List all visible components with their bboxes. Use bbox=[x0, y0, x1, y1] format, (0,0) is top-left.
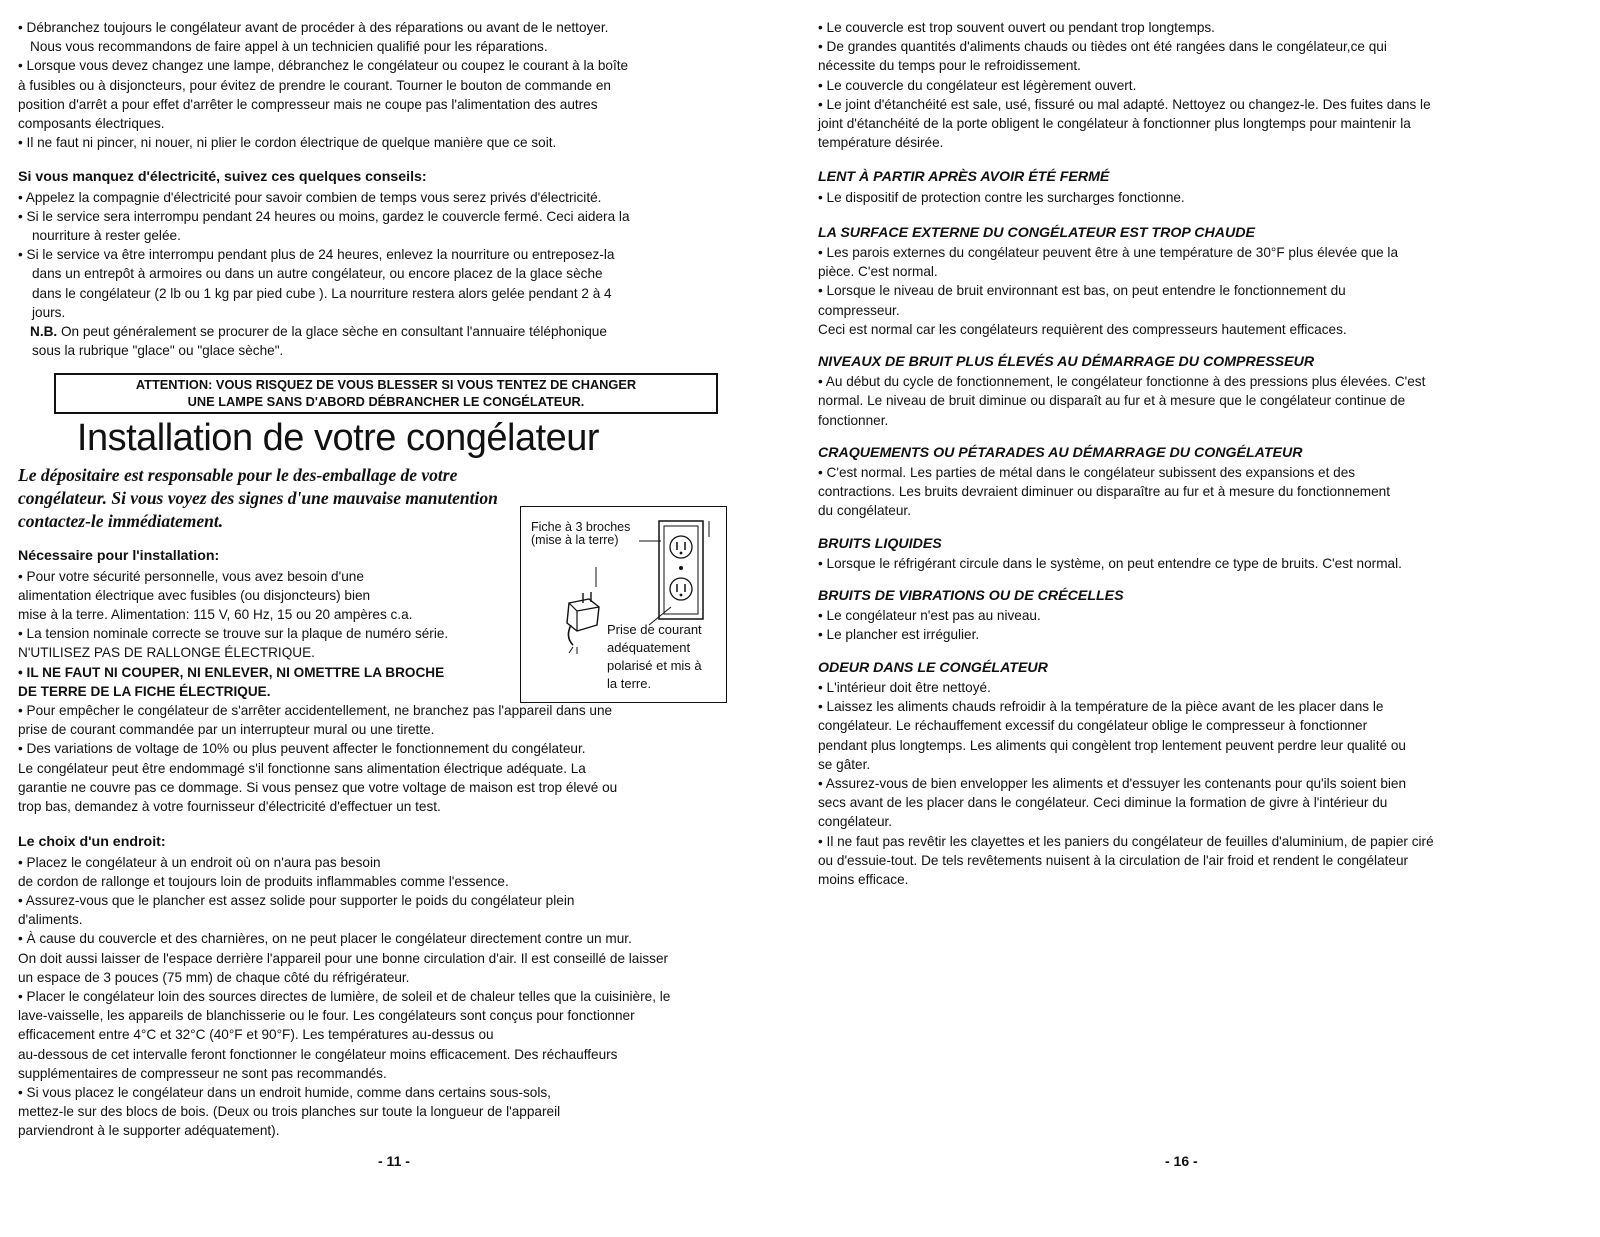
section-hot-surface bbox=[818, 224, 1548, 339]
text-line: • Assurez-vous que le plancher est assez solide pour supporter le poids du congélateur plein bbox=[18, 892, 575, 908]
text-line: ou d'essuie-tout. De tels revêtements nuisent à la circulation de l'air froid et rendent le congélateur bbox=[818, 852, 1409, 868]
text-line: • C'est normal. Les parties de métal dans le congélateur subissent des expansions et des bbox=[818, 465, 1356, 481]
text-line: • L'intérieur doit être nettoyé. bbox=[818, 679, 991, 695]
text-line: d'aliments. bbox=[18, 912, 83, 928]
warning-box bbox=[54, 373, 718, 414]
text-line: garantie ne couvre pas ce dommage. Si vous pensez que votre voltage de maison est trop élevé ou bbox=[18, 779, 618, 795]
text-line: • De grandes quantités d'aliments chauds ou tièdes ont été rangées dans le congélateur,ce qui bbox=[818, 39, 1387, 55]
nb-label: N.B. bbox=[30, 324, 58, 340]
plug-label-line: (mise à la terre) bbox=[531, 533, 619, 547]
text-line: normal. Le niveau de bruit diminue ou disparaît au fur et à mesure que le congélateur continue de bbox=[818, 393, 1406, 409]
outlet-label-line: polarisé et mis à bbox=[607, 658, 702, 673]
section-cracking bbox=[818, 444, 1548, 521]
text-line: • Le congélateur n'est pas au niveau. bbox=[818, 608, 1041, 624]
text-line: • Des variations de voltage de 10% ou plus peuvent affecter le fonctionnement du congélateur. bbox=[18, 741, 586, 757]
text-line: trop bas, demandez à votre fournisseur d'électricité d'effectuer un test. bbox=[18, 799, 441, 815]
text-line: alimentation électrique avec fusibles (ou disjoncteurs) bien bbox=[18, 587, 371, 603]
text-line: • Débranchez toujours le congélateur avant de procéder à des réparations ou avant de le nettoyer. bbox=[18, 20, 609, 35]
outlet-label-line: la terre. bbox=[607, 676, 652, 691]
text-line: joint d'étanchéité de la porte obligent le congélateur à fonctionner plus longtemps pour maintenir la bbox=[818, 116, 1411, 132]
outlet-figure bbox=[520, 506, 727, 703]
text-line: parviendront à le supporter adéquatement). bbox=[18, 1123, 280, 1139]
text-line: position d'arrêt a pour effet d'arrêter le compresseur mais ne coupe pas l'alimentation des autres bbox=[18, 96, 598, 112]
outlet-label bbox=[607, 621, 702, 693]
text-line: nécessite du temps pour le refroidissement. bbox=[818, 58, 1081, 74]
text-line: • Si vous placez le congélateur dans un endroit humide, comme dans certains sous-sols, bbox=[18, 1084, 551, 1100]
section-title: LENT À PARTIR APRÈS AVOIR ÉTÉ FERMÉ bbox=[818, 169, 1110, 186]
text-line: • Le couvercle du congélateur est légèrement ouvert. bbox=[818, 77, 1137, 93]
text-line: se gâter. bbox=[818, 756, 871, 772]
plug-label-line: Fiche à 3 broches bbox=[531, 520, 631, 534]
text-line: Nous vous recommandons de faire appel à un technicien qualifié pour les réparations. bbox=[30, 39, 548, 55]
text-line: fonctionner. bbox=[818, 412, 889, 428]
text-line: mise à la terre. Alimentation: 115 V, 60 Hz, 15 ou 20 ampères c.a. bbox=[18, 607, 413, 623]
warning-line: UNE LAMPE SANS D'ABORD DÉBRANCHER LE CONGÉLATEUR. bbox=[187, 394, 585, 410]
text-line: sous la rubrique "glace" ou "glace sèche". bbox=[32, 343, 284, 359]
text-line: moins efficace. bbox=[818, 871, 909, 887]
text-line: • Le dispositif de protection contre les surcharges fonctionne. bbox=[818, 189, 1185, 205]
nb-text: On peut généralement se procurer de la glace sèche en consultant l'annuaire téléphonique bbox=[57, 324, 607, 340]
intro-block bbox=[818, 18, 1548, 152]
text-line: jours. bbox=[32, 304, 66, 320]
text-line: • IL NE FAUT NI COUPER, NI ENLEVER, NI OMETTRE LA BROCHE bbox=[18, 664, 445, 680]
text-line: supplémentaires de compresseur ne sont pas recommandés. bbox=[18, 1065, 387, 1081]
text-line: • Placer le congélateur loin des sources directes de lumière, de soleil et de chaleur telles que la cuisinière, le bbox=[18, 988, 671, 1004]
section-compressor-noise bbox=[818, 353, 1548, 430]
text-line: température désirée. bbox=[818, 135, 944, 151]
text-line: • Placez le congélateur à un endroit où on n'aura pas besoin bbox=[18, 854, 381, 870]
text-line: au-dessous de cet intervalle feront fonctionner le congélateur moins efficacement. Des réchauffeurs bbox=[18, 1046, 618, 1062]
outlet-label-line: Prise de courant bbox=[607, 622, 702, 637]
text-line: On doit aussi laisser de l'espace derrière l'appareil pour une bonne circulation d'air. Il est conseillé de laisser bbox=[18, 950, 669, 966]
text-line: • Lorsque le niveau de bruit environnant est bas, on peut entendre le fonctionnement du bbox=[818, 283, 1346, 299]
text-line: dans un entrepôt à armoires ou dans un autre congélateur, ou encore placez de la glace sèche bbox=[32, 266, 603, 282]
installation-title: Installation de votre congélateur bbox=[76, 417, 600, 460]
text-line: N'UTILISEZ PAS DE RALLONGE ÉLECTRIQUE. bbox=[18, 645, 315, 661]
text-line: prise de courant commandée par un interrupteur mural ou une tirette. bbox=[18, 722, 435, 738]
text-line: un espace de 3 pouces (75 mm) de chaque côté du réfrigérateur. bbox=[18, 969, 410, 985]
text-line: pièce. C'est normal. bbox=[818, 264, 938, 280]
text-line: • Le joint d'étanchéité est sale, usé, fissuré ou mal adapté. Nettoyez ou changez-le. Des fuites dans le bbox=[818, 96, 1431, 112]
section-title: CRAQUEMENTS OU PÉTARADES AU DÉMARRAGE DU CONGÉLATEUR bbox=[818, 444, 1303, 461]
installation-needed-heading: Nécessaire pour l'installation: bbox=[18, 548, 220, 565]
installation-intro: Le dépositaire est responsable pour le des-emballage de votre congélateur. Si vous voyez des signes d'une mauvaise manutention contactez-le immédiatement. bbox=[18, 465, 498, 532]
text-line: • Laissez les aliments chauds refroidir à la température de la pièce avant de les placer dans le bbox=[818, 699, 1384, 715]
text-line: à fusibles ou à disjoncteurs, pour évitez de prendre le courant. Tourner le bouton de commande en bbox=[18, 77, 611, 93]
text-line: congélateur. bbox=[818, 814, 893, 830]
text-line: • Le couvercle est trop souvent ouvert ou pendant trop longtemps. bbox=[818, 20, 1215, 35]
text-line: • Il ne faut pas revêtir les clayettes et les paniers du congélateur de feuilles d'aluminium, de papier ciré bbox=[818, 833, 1434, 849]
text-line: composants électriques. bbox=[18, 116, 165, 132]
section-title: ODEUR DANS LE CONGÉLATEUR bbox=[818, 659, 1048, 676]
text-line: • Il ne faut ni pincer, ni nouer, ni plier le cordon électrique de quelque manière que ce soit. bbox=[18, 135, 557, 151]
text-line: • Lorsque le réfrigérant circule dans le système, on peut entendre ce type de bruits. C'est normal. bbox=[818, 555, 1402, 571]
page-number-left: - 11 - bbox=[378, 1153, 410, 1169]
outlet-label-line: adéquatement bbox=[607, 640, 691, 655]
text-line: pendant plus longtemps. Les aliments qui congèlent trop lentement peuvent perdre leur qualité ou bbox=[818, 737, 1406, 753]
location-heading: Le choix d'un endroit: bbox=[18, 834, 166, 851]
text-line: DE TERRE DE LA FICHE ÉLECTRIQUE. bbox=[18, 683, 271, 699]
section-title: NIVEAUX DE BRUIT PLUS ÉLEVÉS AU DÉMARRAGE DU COMPRESSEUR bbox=[818, 354, 1315, 371]
section-slow-start bbox=[818, 168, 1548, 206]
text-line: • Au début du cycle de fonctionnement, le congélateur fonctionne à des pressions plus élevées. C'est bbox=[818, 374, 1426, 390]
text-line: • Assurez-vous de bien envelopper les aliments et d'essuyer les contenants pour qu'ils soient bien bbox=[818, 775, 1407, 791]
text-line: dans le congélateur (2 lb ou 1 kg par pied cube ). La nourriture restera alors gelée pendant 2 à 4 bbox=[32, 285, 612, 301]
warning-line: ATTENTION: VOUS RISQUEZ DE VOUS BLESSER SI VOUS TENTEZ DE CHANGER bbox=[135, 377, 637, 393]
text-line: mettez-le sur des blocs de bois. (Deux ou trois planches sur toute la longueur de l'appareil bbox=[18, 1104, 561, 1120]
location-list bbox=[18, 853, 778, 1141]
power-outage-heading: Si vous manquez d'électricité, suivez ces quelques conseils: bbox=[18, 169, 427, 186]
text-line: Ceci est normal car les congélateurs requièrent des compresseurs hautement efficaces. bbox=[818, 321, 1347, 337]
nb-note bbox=[18, 322, 778, 341]
text-line: • Lorsque vous devez changez une lampe, débranchez le congélateur ou coupez le courant à la boîte bbox=[18, 58, 629, 74]
text-line: • Si le service va être interrompu pendant plus de 24 heures, enlevez la nourriture ou entreposez-la bbox=[18, 247, 615, 263]
text-line: • Si le service sera interrompu pendant 24 heures ou moins, gardez le couvercle fermé. Ceci aidera la bbox=[18, 208, 630, 224]
text-line: nourriture à rester gelée. bbox=[32, 228, 181, 244]
section-title: BRUITS DE VIBRATIONS OU DE CRÉCELLES bbox=[818, 588, 1124, 605]
text-line: secs avant de les placer dans le congélateur. Ceci diminue la formation de givre à l'intérieur du bbox=[818, 795, 1388, 811]
text-line: efficacement entre 4°C et 32°C (40°F et 90°F). Les températures au-dessus ou bbox=[18, 1027, 494, 1043]
text-line: • Pour votre sécurité personnelle, vous avez besoin d'une bbox=[18, 568, 364, 584]
text-line: compresseur. bbox=[818, 302, 900, 318]
text-line: contractions. Les bruits devraient diminuer ou disparaître au fur et à mesure du fonctionnement bbox=[818, 484, 1391, 500]
right-page bbox=[818, 18, 1548, 889]
text-line: • Les parois externes du congélateur peuvent être à une température de 30°F plus élevée que la bbox=[818, 245, 1398, 261]
text-line: congélateur. Le réchauffement excessif du congélateur oblige le compresseur à fonctionner bbox=[818, 718, 1368, 734]
text-line: • Le plancher est irrégulier. bbox=[818, 627, 980, 643]
text-line: de cordon de rallonge et toujours loin de produits inflammables comme l'essence. bbox=[18, 873, 509, 889]
text-line: • La tension nominale correcte se trouve sur la plaque de numéro série. bbox=[18, 626, 449, 642]
intro-block bbox=[18, 18, 778, 152]
text-line: • Appelez la compagnie d'électricité pour savoir combien de temps vous serez privés d'électricité. bbox=[18, 189, 602, 205]
text-line: • Pour empêcher le congélateur de s'arrêter accidentellement, ne branchez pas l'appareil dans une bbox=[18, 703, 613, 719]
page-number-right: - 16 - bbox=[1165, 1153, 1198, 1169]
text-line: Le congélateur peut être endommagé s'il fonctionne sans alimentation électrique adéquate. La bbox=[18, 760, 586, 776]
text-line: lave-vaisselle, les appareils de blanchisserie ou le four. Les congélateurs sont conçus pour fonctionner bbox=[18, 1008, 635, 1024]
text-line: du congélateur. bbox=[818, 503, 911, 519]
section-title: BRUITS LIQUIDES bbox=[818, 535, 942, 552]
text-line: • À cause du couvercle et des charnières, on ne peut placer le congélateur directement contre un mur. bbox=[18, 931, 632, 947]
section-liquid-noise bbox=[818, 535, 1548, 573]
section-odor bbox=[818, 659, 1548, 889]
power-outage-list bbox=[18, 188, 778, 361]
section-vibration bbox=[818, 587, 1548, 645]
section-title: LA SURFACE EXTERNE DU CONGÉLATEUR EST TROP CHAUDE bbox=[818, 224, 1255, 241]
